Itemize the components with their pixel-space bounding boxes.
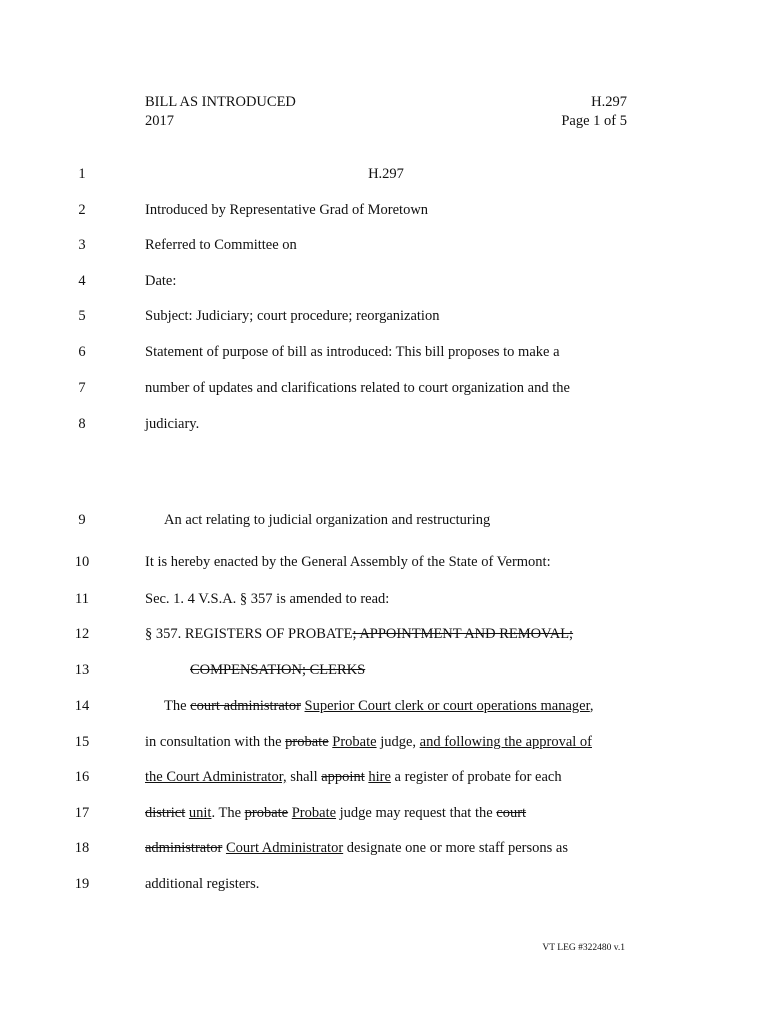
bill-line	[0, 164, 770, 184]
line-number: 19	[74, 876, 90, 892]
bill-line	[0, 200, 770, 220]
introduced-by: Introduced by Representative Grad of Moretown	[145, 202, 429, 218]
deleted-text: probate	[244, 805, 289, 821]
line-number: 13	[74, 662, 90, 678]
act-title: An act relating to judicial organization and restructuring	[164, 512, 491, 528]
bill-line	[0, 589, 770, 609]
header-bill-number: H.297	[591, 94, 627, 110]
deleted-text: court administrator	[190, 698, 301, 714]
header-bill-status: BILL AS INTRODUCED	[145, 94, 296, 110]
statement-end: judiciary.	[145, 416, 200, 432]
enacting-clause: It is hereby enacted by the General Assembly of the State of Vermont:	[145, 554, 551, 570]
bill-line	[0, 235, 770, 255]
body-text: judge may request that the	[336, 805, 497, 821]
bill-line	[0, 306, 770, 326]
deleted-text: ; APPOINTMENT AND REMOVAL;	[352, 626, 574, 642]
line-number: 6	[78, 344, 86, 360]
line-number: 1	[78, 166, 86, 182]
inserted-text: and following the approval of	[419, 734, 592, 750]
body-text: ,	[589, 698, 594, 714]
statute-body	[164, 696, 593, 716]
bill-line	[0, 342, 770, 362]
statute-body	[145, 732, 592, 752]
line-number: 18	[74, 840, 90, 856]
bill-line	[0, 660, 770, 680]
deleted-text: appoint	[321, 769, 365, 785]
subject-line: Subject: Judiciary; court procedure; reorganization	[145, 308, 440, 324]
body-text: The	[164, 698, 191, 714]
line-number: 9	[78, 512, 86, 528]
inserted-text: Probate	[332, 734, 377, 750]
bill-line	[0, 552, 770, 572]
statute-body-end: additional registers.	[145, 876, 260, 892]
bill-line	[0, 414, 770, 434]
inserted-text: Superior Court clerk or court operations manager	[304, 698, 590, 714]
deleted-text: administrator	[145, 840, 223, 856]
footer-doc-id: VT LEG #322480 v.1	[542, 943, 625, 953]
statute-heading-text: § 357. REGISTERS OF PROBATE	[145, 626, 353, 642]
bill-line	[0, 378, 770, 398]
line-number: 16	[74, 769, 90, 785]
inserted-text: hire	[368, 769, 391, 785]
bill-line	[0, 732, 770, 752]
line-number: 14	[74, 698, 90, 714]
bill-line	[0, 838, 770, 858]
inserted-text: Court Administrator	[225, 840, 344, 856]
statute-body	[145, 803, 526, 823]
statute-body	[145, 838, 568, 858]
body-text: designate one or more staff persons as	[343, 840, 568, 856]
statute-heading	[145, 624, 573, 644]
line-number: 4	[78, 273, 86, 289]
inserted-text: the Court Administrator,	[145, 769, 287, 785]
bill-line	[0, 767, 770, 787]
bill-line	[0, 696, 770, 716]
body-text: in consultation with the	[145, 734, 286, 750]
inserted-text: Probate	[291, 805, 337, 821]
body-text: judge,	[376, 734, 420, 750]
line-number: 3	[78, 237, 86, 253]
line-number: 17	[74, 805, 90, 821]
line-number: 12	[74, 626, 90, 642]
deleted-text: court	[496, 805, 527, 821]
line-number: 11	[75, 591, 89, 607]
statute-body	[145, 767, 562, 787]
statement-of-purpose: Statement of purpose of bill as introduced: This bill proposes to make a	[145, 344, 560, 360]
line-number: 10	[74, 554, 90, 570]
body-text: a register of probate for each	[390, 769, 562, 785]
line-number: 2	[78, 202, 86, 218]
bill-line	[0, 874, 770, 894]
header-right	[561, 93, 627, 131]
header-page-number: Page 1 of 5	[561, 113, 627, 129]
deleted-text: COMPENSATION; CLERKS	[190, 662, 366, 678]
deleted-text: probate	[285, 734, 329, 750]
section-heading: Sec. 1. 4 V.S.A. § 357 is amended to read:	[145, 591, 390, 607]
bill-line	[0, 624, 770, 644]
bill-line	[0, 803, 770, 823]
inserted-text: unit	[188, 805, 212, 821]
line-number: 8	[78, 416, 86, 432]
line-number: 5	[78, 308, 86, 324]
body-text: . The	[211, 805, 245, 821]
bill-title: H.297	[368, 166, 404, 182]
statute-heading-continued	[190, 660, 365, 680]
deleted-text: district	[145, 805, 186, 821]
bill-line	[0, 271, 770, 291]
statement-continued: number of updates and clarifications related to court organization and the	[145, 380, 570, 396]
referred-to: Referred to Committee on	[145, 237, 297, 253]
header-year: 2017	[145, 113, 174, 129]
line-number: 7	[78, 380, 86, 396]
bill-line	[0, 510, 770, 530]
header-left	[145, 93, 296, 131]
line-number: 15	[74, 734, 90, 750]
body-text: shall	[286, 769, 322, 785]
date-line: Date:	[145, 273, 177, 289]
